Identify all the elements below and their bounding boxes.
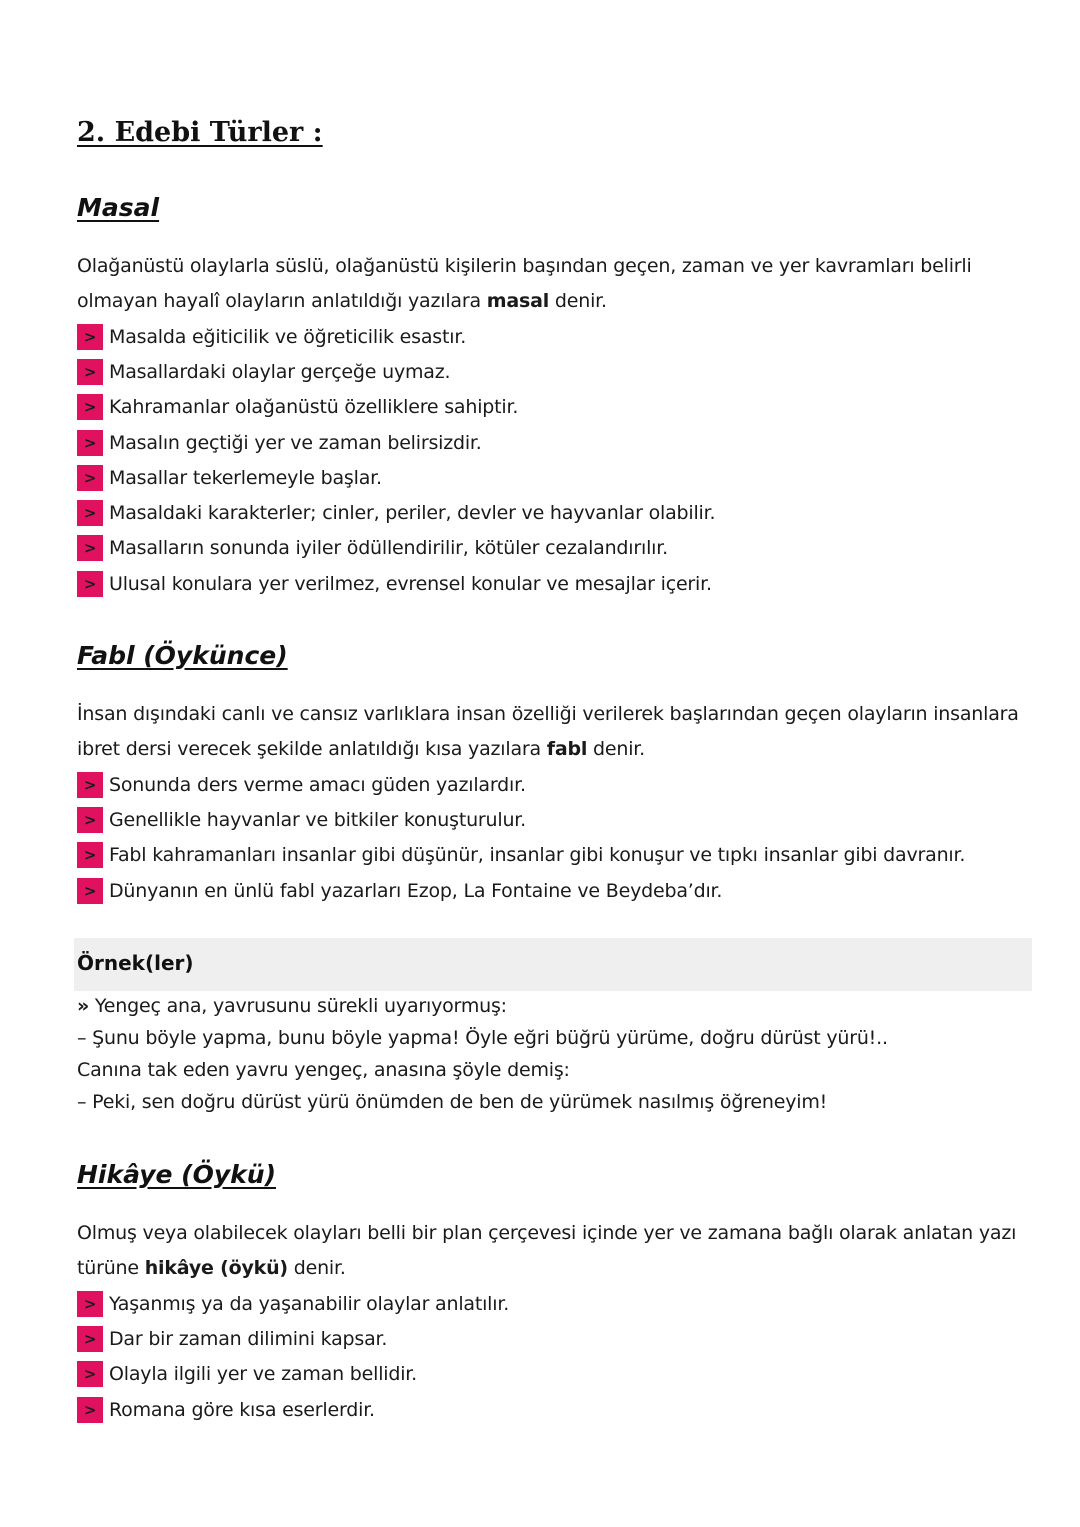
fabl-intro	[77, 697, 1032, 767]
list-item	[77, 1321, 1032, 1356]
list-item	[77, 873, 1032, 908]
list-item	[77, 495, 1032, 530]
fabl-bullet-list	[77, 767, 1032, 908]
list-item	[77, 390, 1032, 425]
bullet-marker-icon: >	[77, 878, 103, 904]
list-item	[77, 767, 1032, 802]
section-fabl	[77, 641, 1032, 671]
list-item-text: Masaldaki karakterler; cinler, periler, devler ve hayvanlar olabilir.	[109, 502, 716, 525]
hikaye-body	[77, 1216, 1032, 1427]
bullet-marker-icon: >	[77, 1397, 103, 1423]
example-line-text: Yengeç ana, yavrusunu sürekli uyarıyormuş:	[94, 995, 507, 1017]
bullet-marker-icon: >	[77, 1291, 103, 1317]
list-item-text: Kahramanlar olağanüstü özelliklere sahiptir.	[109, 396, 519, 419]
hikaye-intro-bold: hikâye (öykü)	[144, 1257, 288, 1279]
list-item-text: Olayla ilgili yer ve zaman bellidir.	[109, 1363, 418, 1386]
masal-intro-text: Olağanüstü olaylarla süslü, olağanüstü kişilerin başından geçen, zaman ve yer kavramları belirli olmayan hayalî olayların anlatıldığı yazılara	[77, 255, 972, 312]
section-title-masal: Masal	[77, 193, 160, 222]
example-label: Örnek(ler)	[77, 951, 194, 975]
list-item-text: Sonunda ders verme amacı güden yazılardır.	[109, 773, 526, 796]
list-item	[77, 531, 1032, 566]
list-item	[77, 1286, 1032, 1321]
bullet-marker-icon: >	[77, 1361, 103, 1387]
list-item	[77, 319, 1032, 354]
bullet-marker-icon: >	[77, 807, 103, 833]
fabl-intro-end: denir.	[587, 738, 646, 760]
bullet-marker-icon: >	[77, 1326, 103, 1352]
fabl-body	[77, 697, 1032, 908]
bullet-marker-icon: >	[77, 430, 103, 456]
quote-mark-icon: »	[77, 995, 90, 1017]
section-masal	[77, 193, 1032, 223]
list-item-text: Fabl kahramanları insanlar gibi düşünür, insanlar gibi konuşur ve tıpkı insanlar gibi davranır.	[109, 844, 966, 867]
list-item	[77, 354, 1032, 389]
example-text	[77, 990, 1032, 1118]
masal-intro	[77, 249, 1032, 319]
fabl-intro-text: İnsan dışındaki canlı ve cansız varlıklara insan özelliği verilerek başlarından geçen olayların insanlara ibret dersi verecek şekilde anlatıldığı kısa yazılara	[77, 703, 1019, 760]
bullet-marker-icon: >	[77, 324, 103, 350]
masal-body	[77, 249, 1032, 601]
list-item	[77, 460, 1032, 495]
list-item-text: Masalların sonunda iyiler ödüllendirilir, kötüler cezalandırılır.	[109, 537, 668, 560]
list-item	[77, 1357, 1032, 1392]
list-item-text: Dar bir zaman dilimini kapsar.	[109, 1327, 388, 1350]
list-item-text: Romana göre kısa eserlerdir.	[109, 1398, 375, 1421]
example-line: Canına tak eden yavru yengeç, anasına şöyle demiş:	[77, 1059, 570, 1081]
bullet-marker-icon: >	[77, 465, 103, 491]
bullet-marker-icon: >	[77, 359, 103, 385]
list-item-text: Masallar tekerlemeyle başlar.	[109, 466, 382, 489]
hikaye-intro-end: denir.	[287, 1257, 346, 1279]
list-item-text: Dünyanın en ünlü fabl yazarları Ezop, La Fontaine ve Beydeba’dır.	[109, 879, 723, 902]
hikaye-bullet-list	[77, 1286, 1032, 1427]
list-item	[77, 838, 1032, 873]
section-title-fabl: Fabl (Öykünce)	[77, 641, 288, 670]
list-item	[77, 566, 1032, 601]
bullet-marker-icon: >	[77, 772, 103, 798]
bullet-marker-icon: >	[77, 535, 103, 561]
hikaye-intro	[77, 1216, 1032, 1286]
example-line: – Peki, sen doğru dürüst yürü önümden de ben de yürümek nasılmış öğreneyim!	[77, 1091, 828, 1113]
list-item-text: Masalda eğiticilik ve öğreticilik esastır.	[109, 325, 467, 348]
bullet-marker-icon: >	[77, 394, 103, 420]
section-title-hikaye: Hikâye (Öykü)	[77, 1160, 276, 1189]
hikaye-intro-text: Olmuş veya olabilecek olayları belli bir plan çerçevesi içinde yer ve zamana bağlı olarak anlatan yazı türüne	[77, 1222, 1017, 1279]
example-line: – Şunu böyle yapma, bunu böyle yapma! Öyle eğri büğrü yürüme, doğru dürüst yürü!..	[77, 1027, 888, 1049]
section-hikaye	[77, 1160, 1032, 1190]
masal-bullet-list	[77, 319, 1032, 601]
page-title: 2. Edebi Türler :	[77, 117, 323, 148]
fabl-intro-bold: fabl	[546, 738, 588, 760]
list-item-text: Yaşanmış ya da yaşanabilir olaylar anlatılır.	[109, 1292, 510, 1315]
masal-intro-end: denir.	[549, 290, 607, 312]
list-item	[77, 802, 1032, 837]
bullet-marker-icon: >	[77, 571, 103, 597]
example-header	[74, 938, 1032, 991]
list-item-text: Ulusal konulara yer verilmez, evrensel konular ve mesajlar içerir.	[109, 572, 712, 595]
bullet-marker-icon: >	[77, 842, 103, 868]
bullet-marker-icon: >	[77, 500, 103, 526]
list-item	[77, 425, 1032, 460]
list-item-text: Masalın geçtiği yer ve zaman belirsizdir.	[109, 431, 482, 454]
example-line	[77, 990, 1032, 1022]
list-item	[77, 1392, 1032, 1427]
list-item-text: Genellikle hayvanlar ve bitkiler konuşturulur.	[109, 808, 526, 831]
masal-intro-bold: masal	[486, 290, 550, 312]
list-item-text: Masallardaki olaylar gerçeğe uymaz.	[109, 360, 451, 383]
